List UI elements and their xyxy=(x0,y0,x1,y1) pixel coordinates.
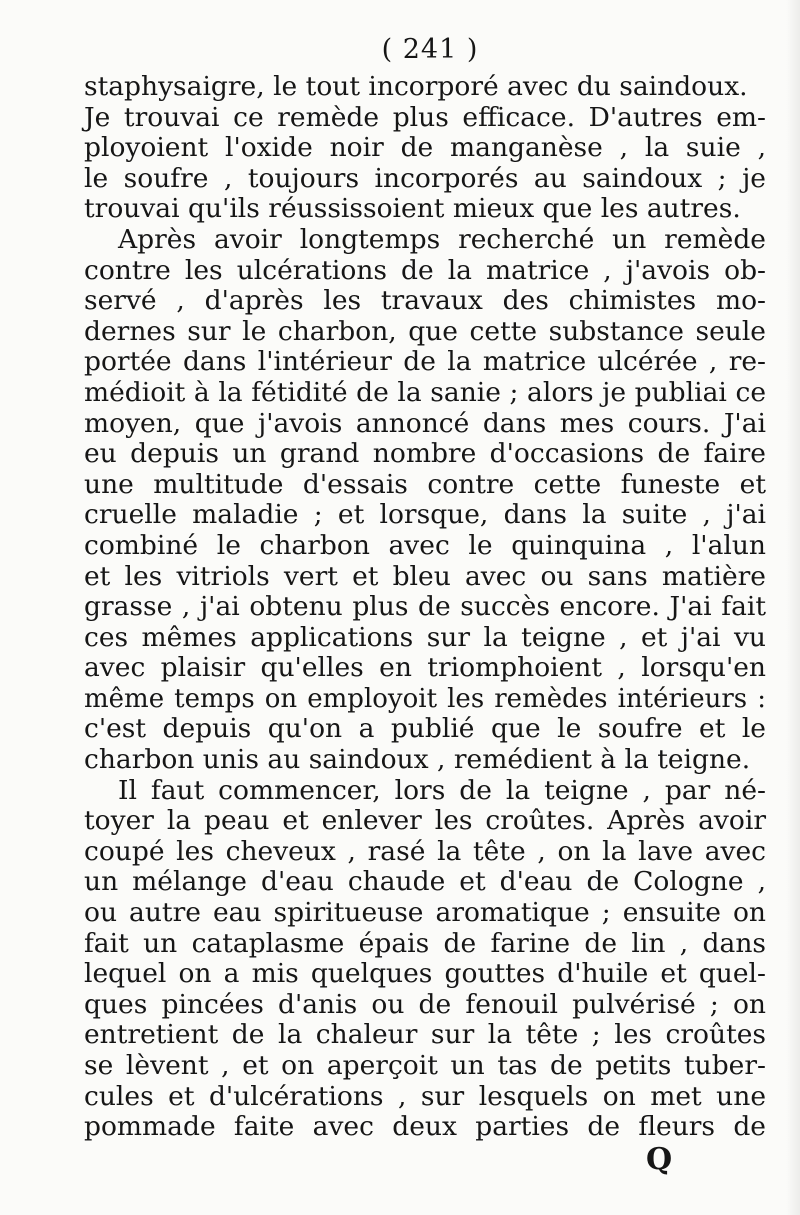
text-line: le soufre , toujours incorporés au saindoux ; je xyxy=(84,162,766,194)
text-line: Je trouvai ce remède plus efficace. D'autres em- xyxy=(84,101,766,133)
text-line: contre les ulcérations de la matrice , j'avois ob- xyxy=(84,254,766,286)
signature-mark: Q xyxy=(646,1142,673,1177)
text-line: coupé les cheveux , rasé la tête , on la lave avec xyxy=(84,835,766,867)
text-line: se lèvent , et on aperçoit un tas de petits tuber- xyxy=(84,1050,766,1081)
body-text xyxy=(84,72,766,1143)
text-line: grasse , j'ai obtenu plus de succès encore. J'ai fait xyxy=(84,591,766,623)
text-line: ces mêmes applications sur la teigne , et j'ai vu xyxy=(84,621,766,653)
text-line: Après avoir longtemps recherché un remède xyxy=(118,223,766,255)
text-line: ques pincées d'anis ou de fenouil pulvérisé ; on xyxy=(84,988,766,1020)
text-line: une multitude d'essais contre cette funeste et xyxy=(84,468,766,500)
text-line: ployoient l'oxide noir de manganèse , la suie , xyxy=(84,132,766,164)
text-line: et les vitriols vert et bleu avec ou sans matière xyxy=(84,560,766,592)
text-line: cules et d'ulcérations , sur lesquels on met une xyxy=(84,1080,766,1112)
text-line: charbon unis au saindoux , remédient à la teigne. xyxy=(84,744,751,776)
text-line: Il faut commencer, lors de la teigne , par né- xyxy=(118,774,766,806)
text-line: servé , d'après les travaux des chimistes mo- xyxy=(84,285,766,317)
page-number: ( 241 ) xyxy=(381,34,479,65)
text-line: eu depuis un grand nombre d'occasions de faire xyxy=(84,438,766,470)
text-line: c'est depuis qu'on a publié que le soufre et le xyxy=(84,713,766,745)
page-edge-shadow xyxy=(786,0,800,1215)
text-line: fait un cataplasme épais de farine de lin , dans xyxy=(84,927,766,959)
text-line: un mélange d'eau chaude et d'eau de Cologne , xyxy=(84,866,766,898)
text-line: lequel on a mis quelques gouttes d'huile et quel- xyxy=(84,958,766,990)
text-line: entretient de la chaleur sur la tête ; les croûtes xyxy=(84,1019,766,1051)
text-line: ou autre eau spiritueuse aromatique ; ensuite on xyxy=(84,897,766,929)
text-line: moyen, que j'avois annoncé dans mes cours. J'ai xyxy=(84,407,766,439)
text-line: pommade faite avec deux parties de fleurs de xyxy=(84,1111,766,1143)
text-line: avec plaisir qu'elles en triomphoient , lorsqu'en xyxy=(84,652,766,684)
text-line: portée dans l'intérieur de la matrice ulcérée , re- xyxy=(84,346,766,378)
text-line: dernes sur le charbon, que cette substance seule xyxy=(84,315,766,347)
text-line: toyer la peau et enlever les croûtes. Après avoir xyxy=(84,805,766,837)
text-line: cruelle maladie ; et lorsque, dans la suite , j'ai xyxy=(84,499,766,531)
text-line: même temps on employoit les remèdes intérieurs : xyxy=(84,683,766,714)
text-line: staphysaigre, le tout incorporé avec du saindoux. xyxy=(84,71,748,102)
text-line: combiné le charbon avec le quinquina , l'alun xyxy=(84,529,766,561)
text-line: médioit à la fétidité de la sanie ; alors je publiai ce xyxy=(84,376,766,408)
text-line: trouvai qu'ils réussissoient mieux que les autres. xyxy=(84,193,741,225)
